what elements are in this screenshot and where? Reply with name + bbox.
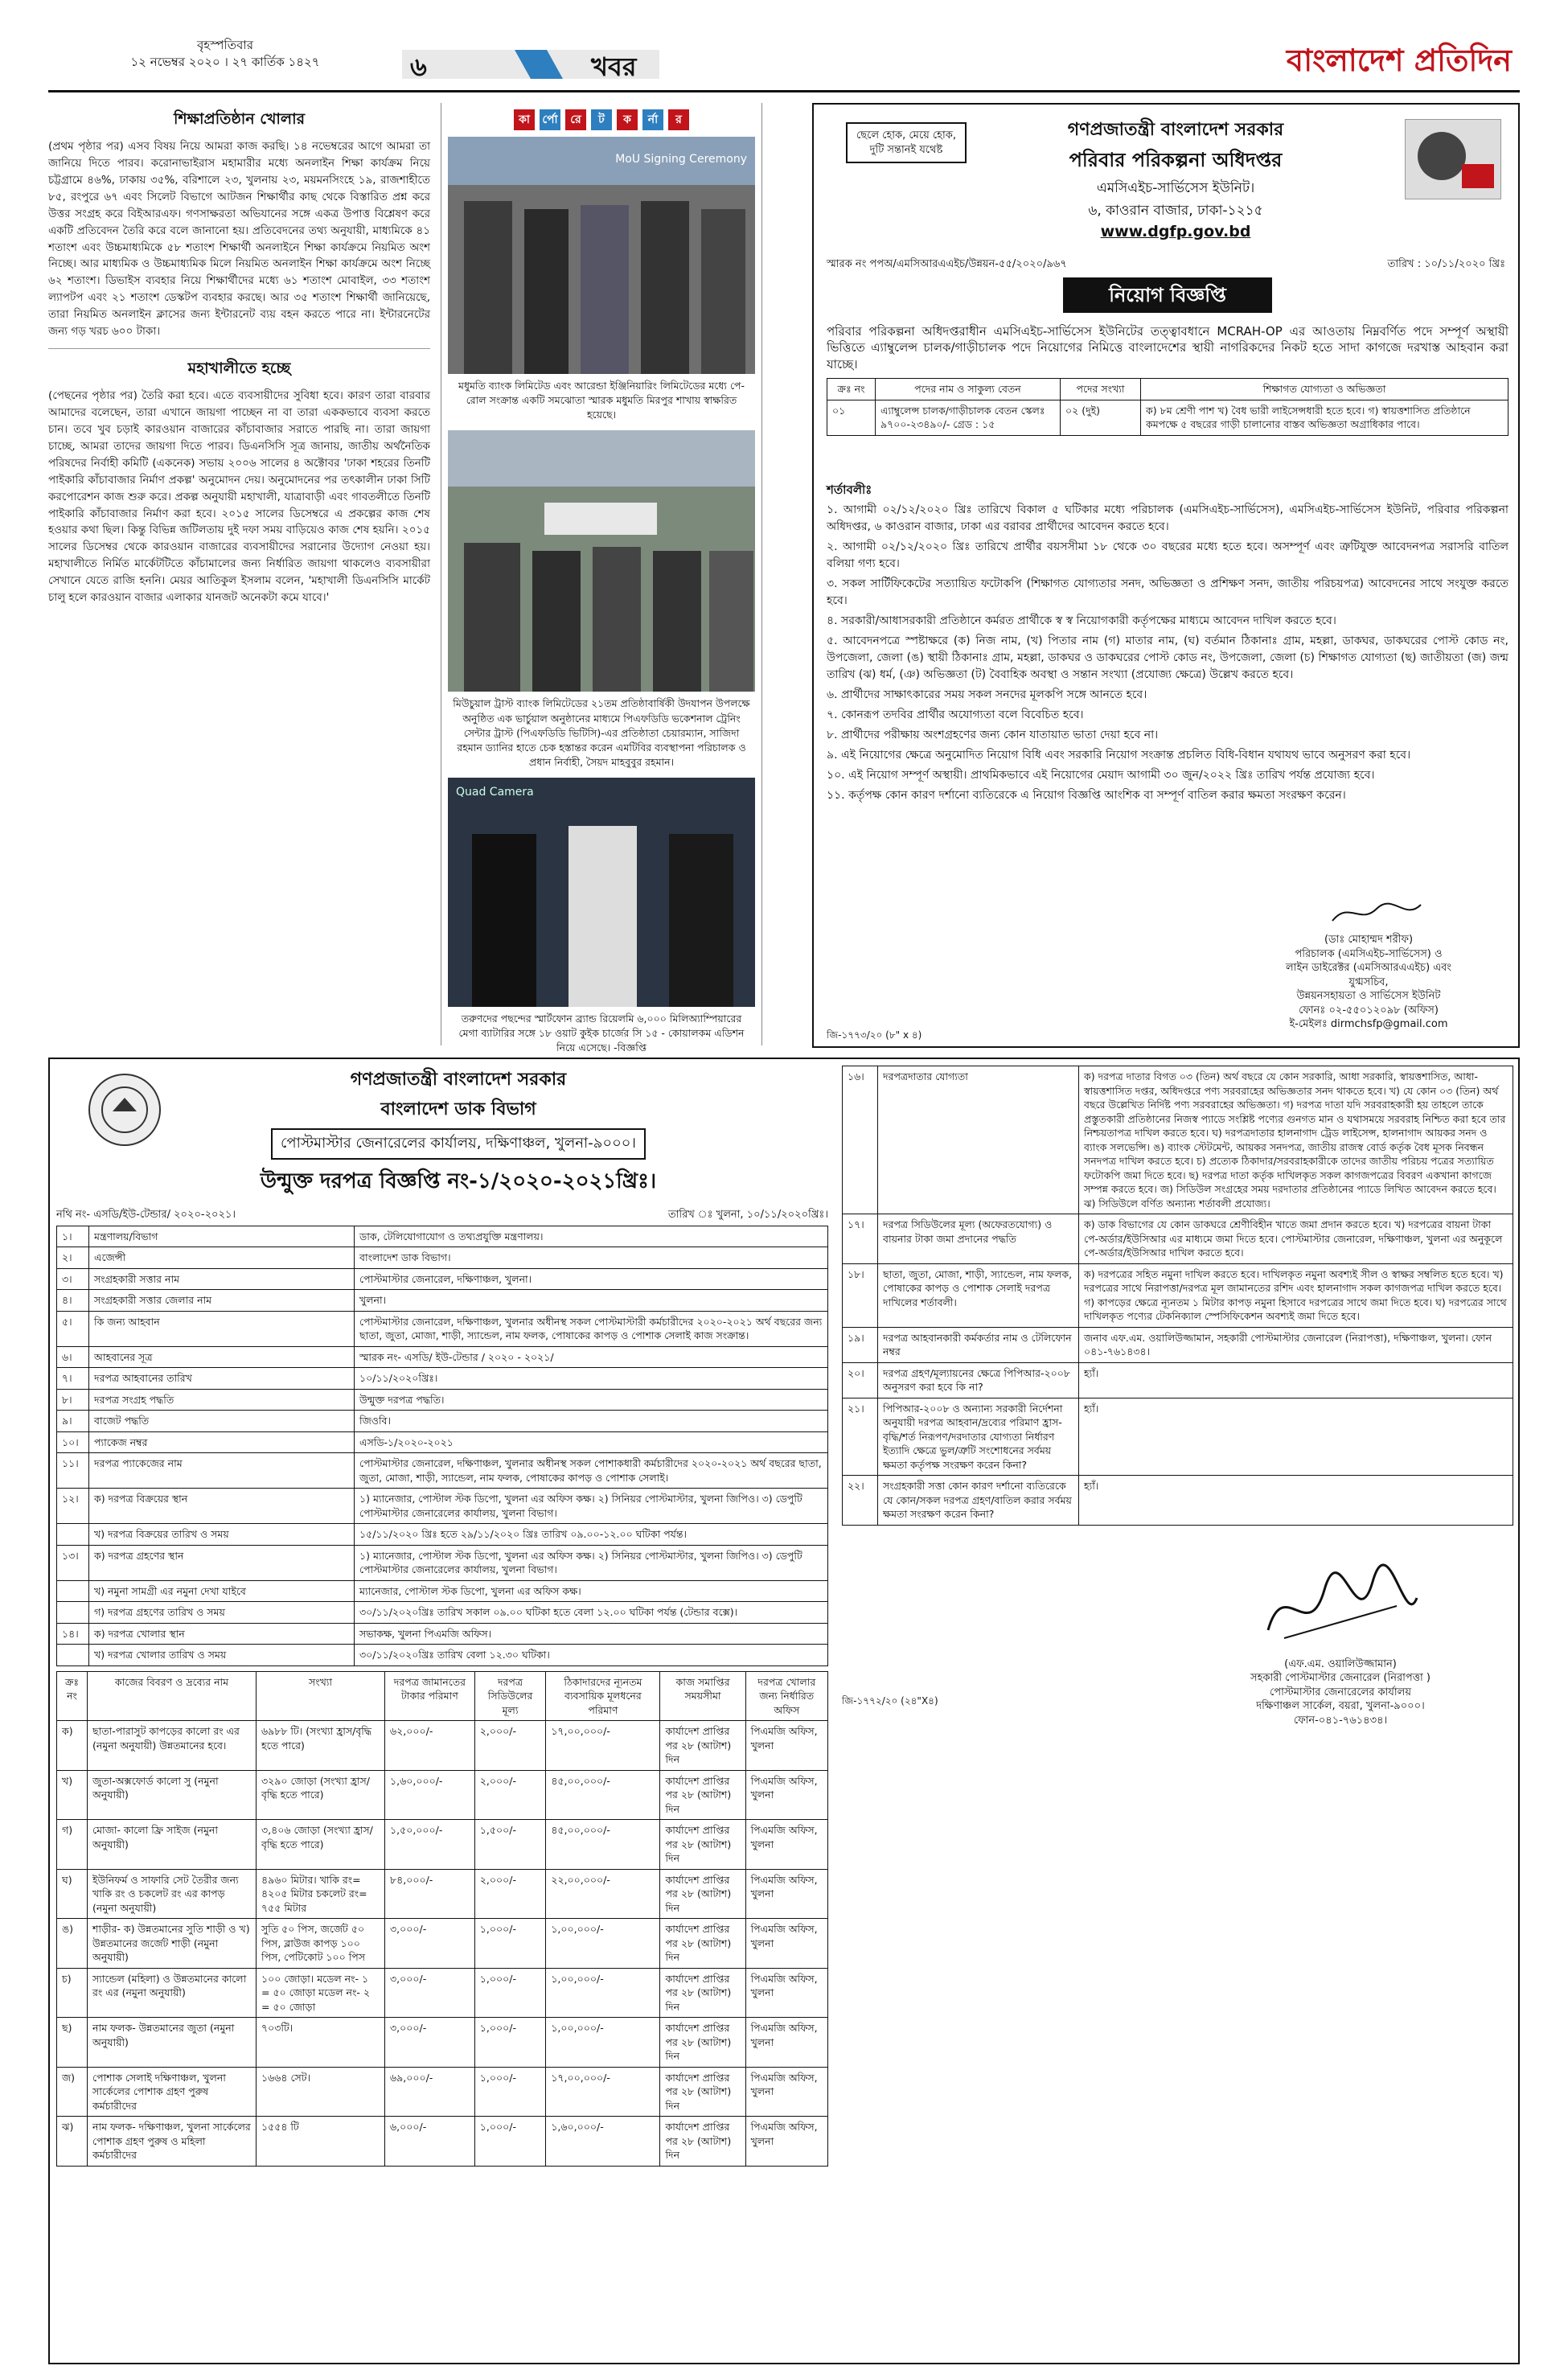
table-header: ক্রঃ নং [827, 379, 876, 400]
goods-cell: ১,০০০/- [474, 2117, 546, 2167]
goods-cell: ৬,০০০/- [385, 2117, 475, 2167]
goods-cell: ৬২,০০০/- [385, 1721, 475, 1771]
corp-letter: র্পো [540, 109, 560, 130]
table-cell: ০২ (দুই) [1061, 400, 1141, 435]
goods-cell: ১,০০০/- [474, 2018, 546, 2068]
cond-value: ক) দরপত্র দাতার বিগত ০৩ (তিন) অর্থ বছরে যে কোন সরকারি, আধা সরকারি, স্বায়ত্তশাসিত, আধা-স্বায়ত্তশাসিত দপ্তর, অধিদপ্তরে পণ্য সরবরাহের অভিজ্ঞতার সনদ থাকতে হবে। খ) যে কোন ০৩ (তিন) অর্থ বছরে উল্লেখিত নির্দিষ্ট পণ্য সরবরাহের অভিজ্ঞতা। গ) দরপত্র দাতা যদি সরবরাহকারী হয় তাহলে তাকে প্রস্তুতকারী প্রতিষ্ঠানের নিজস্ব প্যাডে সংশ্লিষ্ট পণ্যের গুনগত মান ও যথাসময়ে সরবরাহ নিশ্চিত করা হবে তার নিশ্চয়তাপত্র দাখিল করতে হবে। ঘ) দরপত্রদাতার হালনাগাদ ট্রেড লাইসেন্স, হালনাগাদ আয়কর সনদ ও ব্যাংক সলভেন্সি। ঙ) ব্যাংক স্টেটমেন্ট, আয়কর সনদপত্র, জাতীয় রাজস্ব বোর্ড কর্তৃক বৈধ মূসক নিবন্ধন সনদপত্র দাখিল করতে হবে। চ) প্রত্যেক ঠিকাদার/সরবরাহকারীকে তাদের জাতীয় পরিচয় পত্রের সত্যায়িত ফটোকপি জমা দিতে হবে। ছ) দরপত্র দাতা কর্তৃক দাখিলকৃত সকল কাগজপত্রের বিবরণ একখানা কাগজে সম্পন্ন করতে হবে। জ) সিডিউল সংগ্রহের সময় দরদাতার প্রতিষ্ঠানের প্যাডে লিখিত আবেদন করতে হবে। ঝ) সিডিউলে বর্ণিত অন্যান্য শর্তাবলী প্রযোজ্য। [1079, 1066, 1513, 1214]
table-cell: ০১ [827, 400, 876, 435]
condition-item: ১০. এই নিয়োগ সম্পূর্ণ অস্থায়ী। প্রাথমিকভাবে এই নিয়োগের মেয়াদ আগামী ৩০ জুন/২০২২ খ্রিঃ তারিখ পর্যন্ত প্রযোজ্য হবে। [827, 769, 1375, 782]
goods-cell: ঘ) [57, 1869, 88, 1919]
row-num: ১। [57, 1226, 89, 1247]
tender-title: উন্মুক্ত দরপত্র বিজ্ঞপ্তি নং-১/২০২০-২০২১খ্রিঃ। [260, 1169, 657, 1193]
row-label: বাজেট পদ্ধতি [89, 1411, 355, 1432]
cond-label: দরপত্র সিডিউলের মূল্য (অফেরতযোগ্য) ও বায়নার টাকা জমা প্রদানের পদ্ধতি [878, 1214, 1079, 1264]
row-label: খ) নমুনা সামগ্রী এর নমুনা দেখা যাইবে [89, 1580, 355, 1602]
unit-name: এমসিএইচ-সার্ভিসেস ইউনিট। [1096, 180, 1255, 196]
photo-realme-launch [448, 778, 755, 1007]
row-num: ৪। [57, 1290, 89, 1312]
goods-cell: পিএমজি অফিস, খুলনা [745, 1919, 827, 1969]
goods-cell: পিএমজি অফিস, খুলনা [745, 2018, 827, 2068]
cond-num: ২২। [843, 1476, 878, 1526]
tender-office: পোস্টমাস্টার জেনারেলের কার্যালয়, দক্ষিণাঞ্চল, খুলনা-৯০০০। [271, 1128, 646, 1160]
goods-header: সংখ্যা [257, 1671, 385, 1721]
header-date [121, 37, 330, 71]
cond-label: দরপত্র গ্রহণ/মূল্যায়নের ক্ষেত্রে পিপিআর-২০০৮ অনুসরণ করা হবে কি না? [878, 1362, 1079, 1398]
goods-cell: ১,০০০/- [474, 2067, 546, 2117]
row-value: ৩০/১১/২০২০খ্রিঃ তারিখ বেলা ১২.৩০ ঘটিকা। [355, 1645, 828, 1666]
tender-meta [56, 1208, 828, 1222]
photo-banner-text: Quad Camera [456, 786, 534, 799]
goods-cell: ১,০০,০০০/- [546, 1968, 660, 2018]
table-cell: ক) ৮ম শ্রেণী পাশ খ) বৈধ ভারী লাইসেন্সধারী হতে হবে। গ) স্বায়ত্তশাসিত প্রতিষ্ঠানে কমপক্ষে ৫ বছরের গাড়ী চালানোর বাস্তব অভিজ্ঞতা অগ্রাধিকার পাবে। [1141, 400, 1508, 435]
condition-item: ১. আগামী ০২/১২/২০২০ খ্রিঃ তারিখে বিকাল ৫ ঘটিকার মধ্যে পরিচালক (এমসিএইচ-সার্ভিসেস), এমসিএইচ-সার্ভিসেস ইউনিট, পরিবার পরিকল্পনা অধিদপ্তর, ৬ কাওরান বাজার, ঢাকা এর বরাবর প্রার্থীদের আবেদন করতে হবে। [827, 503, 1508, 533]
row-label: ক) দরপত্র বিক্রয়ের স্থান [89, 1489, 355, 1524]
goods-cell: পিএমজি অফিস, খুলনা [745, 2117, 827, 2167]
condition-item: ৩. সকল সার্টিফিকেটের সত্যায়িত ফটোকপি (শিক্ষাগত যোগ্যতার সনদ, অভিজ্ঞতা ও প্রশিক্ষণ সনদ, জাতীয় পরিচয়পত্র) আবেদনের সাথে সংযুক্ত করতে হবে। [827, 577, 1508, 607]
goods-cell: ৩২৯০ জোড়া (সংখ্যা হ্রাস/বৃদ্ধি হতে পারে) [257, 1770, 385, 1820]
goods-cell: ৪৯৬০ মিটার। খাকি রং= ৪২০৫ মিটার চকলেট রং= ৭৫৫ মিটার [257, 1869, 385, 1919]
goods-cell: পিএমজি অফিস, খুলনা [745, 1869, 827, 1919]
goods-cell: ছাতা-পারাসুট কাপড়ের কালো রং এর (নমুনা অনুযায়ী) উন্নতমানের হবে। [88, 1721, 257, 1771]
article-mohakhali-body: (পেছনের পৃষ্ঠার পর) তৈরি করা হবে। এতে ব্যবসায়ীদের সুবিধা হবে। কারণ তারা বারবার আমাদের বলেছেন, তারা এখানে জায়গা পাচ্ছেন না বা তারা এককভাবে ব্যবসা করতে চান। তবে খুব চড়াই কারওয়ান বাজারের কাঁচাবাজার সরাতে পারছি না। তারা জায়গা চাচ্ছে, আমরা তাদের জায়গা দিতে পারব। ডিএনসিসি সূত্র জানায়, জাতীয় অর্থনৈতিক পরিষদের নির্বাহী কমিটি (একনেক) সভায় ২০০৬ সালের ৪ অক্টোবর 'ঢাকা শহরের তিনটি পাইকারি কাঁচাবাজার নির্মাণ প্রকল্প' অনুমোদন দেয়। অনুমোদনের পর তৎকালীন ঢাকা সিটি করপোরেশন কাজ শুরু করে। প্রকল্প অনুযায়ী মহাখালী, যাত্রাবাড়ী এবং গাবতলীতে তিনটি পাইকারি কাঁচাবাজার নির্মাণ করা হবে। ২০১৫ সালের ডিসেম্বরে এ প্রকল্পের কাজ শেষ হওয়ার কথা ছিল। কিন্তু বিভিন্ন জটিলতায় দুই দফা সময় বাড়িয়েও কাজ শেষ হয়নি। ২০১৫ সালের ডিসেম্বর থেকে কারওয়ান বাজারের ব্যবসায়ীদের সরানোর উদ্যোগ নেওয়া হয়। মহাখালীতে নির্মিত মার্কেটটিতে কাঁচামালের জন্য নির্ধারিত জায়গা থাকলেও ব্যবসায়ীরা সেখানে যেতে রাজি হননি। মেয়র আতিকুল ইসলাম বলেন, 'মহাখালী ডিএনসিসি মার্কেট চালু হলে কারওয়ান বাজার এলাকার যানজট অনেকটা কমে যাবে।' [48, 389, 430, 605]
row-num: ২। [57, 1247, 89, 1269]
cond-value: ক) দরপত্রের সহিত নমুনা দাখিল করতে হবে। দাখিলকৃত নমুনা অবশ্যই সীল ও স্বাক্ষর সম্বলিত হতে হবে। খ) দরপত্রের সাথে নিরাপত্তা/দরপত্র মূল জামানতের রশিদ এবং হালনাগাদ সকল কাগজপত্র দাখিল করতে হবে। গ) কাপড়ের ক্ষেত্রে ন্যূনতম ১ মিটার কাপড় নমুনা হিসাবে দরপত্রের সাথে জমা দিতে হবে। ঘ) দরপত্রের সাথে দাখিলকৃত পণ্যের টেকনিক্যাল স্পেসিফিকেশন অবশ্যই জমা দিতে হবে। [1079, 1263, 1513, 1327]
department-name: পরিবার পরিকল্পনা অধিদপ্তর [1069, 149, 1283, 171]
goods-cell: ১,৫০,০০০/- [385, 1820, 475, 1870]
tender-conditions-table [842, 1066, 1513, 1526]
goods-cell: শাড়ীর- ক) উন্নতমানের সুতি শাড়ী ও খ) উন্নতমানের জর্জেট শাড়ী (নমুনা অনুযায়ী) [88, 1919, 257, 1969]
goods-cell: চ) [57, 1968, 88, 2018]
signer-title: যুগ্মসচিব, [1348, 975, 1389, 988]
goods-cell: ঝ) [57, 2117, 88, 2167]
memo-number: স্মারক নং পপঅ/এমসিআরএএইচ/উন্নয়ন-৫৫/২০২০/৯৬৭ [827, 258, 1067, 270]
tender-right [842, 1066, 1513, 1727]
goods-cell: মোজা- কালো ফ্রি সাইজ (নমুনা অনুযায়ী) [88, 1820, 257, 1870]
notice-header [975, 116, 1377, 240]
corp-letter: র্না [642, 109, 663, 130]
goods-cell: কার্যাদেশ প্রাপ্তির পর ২৮ (আটাশ) দিন [660, 1919, 745, 1969]
cond-label: দরপত্রদাতার যোগ্যতা [878, 1066, 1079, 1214]
row-label: কি জন্য আহবান [89, 1311, 355, 1346]
goods-cell: কার্যাদেশ প্রাপ্তির পর ২৮ (আটাশ) দিন [660, 1968, 745, 2018]
conditions-title: শর্তাবলীঃ [827, 483, 872, 497]
goods-cell: ২,০০০/- [474, 1869, 546, 1919]
row-num: ৩। [57, 1268, 89, 1290]
article-divider [48, 348, 430, 349]
row-value: ১৫/১১/২০২০ খ্রিঃ হতে ২৯/১১/২০২০ খ্রিঃ তারিখ ০৯.০০-১২.০০ ঘটিকা পর্যন্ত। [355, 1524, 828, 1546]
website-link[interactable]: www.dgfp.gov.bd [1100, 223, 1251, 240]
tender-info-table [56, 1226, 828, 1666]
mujib-logo [1405, 119, 1501, 199]
corp-letter: ট [591, 109, 612, 130]
row-num: ১১। [57, 1453, 89, 1489]
goods-cell: ১,৬০,০০০/- [385, 1770, 475, 1820]
goods-cell: ১,৬০,০০০/- [546, 2117, 660, 2167]
tender-signer-title: দক্ষিণাঞ্চল সার্কেল, বয়রা, খুলনা-৯০০০। [1256, 1700, 1425, 1713]
cond-num: ১৮। [843, 1263, 878, 1327]
goods-cell: খ) [57, 1770, 88, 1820]
row-value: খুলনা। [355, 1290, 828, 1312]
condition-item: ৬. প্রার্থীদের সাক্ষাৎকারের সময় সকল সনদের মূলকপি সঙ্গে আনতে হবে। [827, 688, 1147, 701]
goods-cell: জুতা-অক্সফোর্ড কালো সু (নমুনা অনুযায়ী) [88, 1770, 257, 1820]
headline-mohakhali: মহাখালীতে হচ্ছে [187, 359, 291, 378]
tender-signer-block [1180, 1657, 1501, 1728]
goods-cell: ৭০৩টি। [257, 2018, 385, 2068]
row-value: উন্মুক্ত দরপত্র পদ্ধতি। [355, 1389, 828, 1411]
goods-cell: কার্যাদেশ প্রাপ্তির পর ২৮ (আটাশ) দিন [660, 2067, 745, 2117]
signer-phone: ফোনঃ ০২-৫৫০১২০৯৮ (অফিস) [1299, 1004, 1439, 1017]
row-label: সংগ্রহকারী সত্তার জেলার নাম [89, 1290, 355, 1312]
row-label: প্যাকেজ নম্বর [89, 1431, 355, 1453]
recruitment-notice [812, 103, 1520, 1048]
signer-title: উন্নয়নসহায়তা ও সার্ভিসেস ইউনিট [1296, 990, 1441, 1003]
goods-cell: ছ) [57, 2018, 88, 2068]
goods-cell: ১,০০০/- [474, 1968, 546, 2018]
row-label: মন্ত্রণালয়/বিভাগ [89, 1226, 355, 1247]
row-value: ৩০/১১/২০২০খ্রিঃ তারিখ সকাল ০৯.০০ ঘটিকা হতে বেলা ১২.০০ ঘটিকা পর্যন্ত (টেন্ডার বক্সে)। [355, 1602, 828, 1624]
condition-item: ৯. এই নিয়োগের ক্ষেত্রে অনুমোদিত নিয়োগ বিধি এবং সরকারি নিয়োগ সংক্রান্ত প্রচলিত বিধি-বিধান যথাযথ ভাবে অনুসরণ করা হবে। [827, 749, 1411, 762]
goods-cell: ১,০০,০০০/- [546, 2018, 660, 2068]
row-label: দরপত্র সংগ্রহ পদ্ধতি [89, 1389, 355, 1411]
table-header: পদের সংখ্যা [1061, 379, 1141, 400]
condition-item: ৮. প্রার্থীদের পরীক্ষায় অংশগ্রহণের জন্য কোন যাতায়াত ভাতা দেয়া হবে না। [827, 729, 1159, 741]
notice-date: তারিখ : ১০/১১/২০২০ খ্রিঃ [1387, 258, 1505, 270]
goods-cell: কার্যাদেশ প্রাপ্তির পর ২৮ (আটাশ) দিন [660, 2018, 745, 2068]
corp-letter: র [668, 109, 689, 130]
cond-value: ক) ডাক বিভাগের যে কোন ডাকঘরে শ্রেণীবিহীন খাতে জমা প্রদান করতে হবে। খ) দরপত্রের বায়না টাকা পে-অর্ডার/ইউসিআর এর মাধ্যমে জমা দিতে হবে। পোস্টমাস্টার জেনারেল, দক্ষিণাঞ্চল, খুলনা এর অনুকূলে পে-অর্ডার/ইউসিআর দাখিল করতে হবে। [1079, 1214, 1513, 1264]
cond-label: ছাতা, জুতা, মোজা, শাড়ী, স্যান্ডেল, নাম ফলক, পোষাকের কাপড় ও পোশাক সেলাই দরপত্র দাখিলের শর্তাবলী। [878, 1263, 1079, 1327]
notice-title: নিয়োগ বিজ্ঞপ্তি [1063, 277, 1272, 313]
header-date-text: ১২ নভেম্বর ২০২০ । ২৭ কার্তিক ১৪২৭ [130, 55, 320, 69]
row-num: ৫। [57, 1311, 89, 1346]
row-value: এসডি-১/২০২০-২০২১ [355, 1431, 828, 1453]
photo-cheque-handover [448, 430, 755, 692]
row-label: দরপত্র প্যাকেজের নাম [89, 1453, 355, 1489]
signature-icon [1260, 1558, 1421, 1654]
cond-num: ২০। [843, 1362, 878, 1398]
header-arrow-icon [515, 50, 563, 79]
address: ৬, কাওরান বাজার, ঢাকা-১২১৫ [1088, 203, 1263, 219]
row-num [57, 1580, 89, 1602]
goods-cell: ১,০০০/- [474, 1919, 546, 1969]
goods-cell: পিএমজি অফিস, খুলনা [745, 1820, 827, 1870]
row-label: এজেন্সী [89, 1247, 355, 1269]
goods-cell: ২,০০০/- [474, 1770, 546, 1820]
row-value: ম্যানেজার, পোস্টাল স্টক ডিপো, খুলনা এর অফিস কক্ষ। [355, 1580, 828, 1602]
cond-num: ১৬। [843, 1066, 878, 1214]
signer-name: (ডাঃ মোহাম্মদ শরীফ) [1324, 934, 1414, 946]
tender-signer-name: (এফ.এম. ওয়ালিউজ্জামান) [1284, 1657, 1397, 1670]
goods-cell: কার্যাদেশ প্রাপ্তির পর ২৮ (আটাশ) দিন [660, 1869, 745, 1919]
row-value: পোস্টমাস্টার জেনারেল, দক্ষিণাঞ্চল, খুলনা। [355, 1268, 828, 1290]
corp-letter: রে [565, 109, 586, 130]
article-education-body: (প্রথম পৃষ্ঠার পর) এসব বিষয় নিয়ে আমরা কাজ করছি। ১৪ নভেম্বরের আগে আমরা তা জানিয়ে দিতে পারব। করোনাভাইরাস মহামারীর মধ্যে অনলাইন শিক্ষা কার্যক্রম নিয়ে চট্টগ্রামে ৪৬%, ঢাকায় ৩৫%, বরিশালে ২৩, খুলনায় ২৩, ময়মনসিংহে ১৯, রাজশাহীতে ৮৫, রংপুরে ৬৭ এবং সিলেট বিভাগে আটজন শিক্ষার্থীর কাছ থেকে বিস্তারিত প্রশ্ন করে উত্তর সংগ্রহ করে বিইআরএফ। গণসাক্ষরতা অভিযানের সঙ্গে একত্র উপাত্ত বিশ্লেষণ করে একটি প্রতিবেদন তৈরি করে বলে জানানো হয়। প্রতিবেদনের তথ্য অনুযায়ী, মাধ্যমিকে ৪১ শতাংশ এবং উচ্চমাধ্যমিকে ৫৮ শতাংশ শিক্ষার্থী অনলাইনে শিক্ষা কার্যক্রমে নিয়মিত অংশ নিচ্ছে। আর মাধ্যমিক ও উচ্চমাধ্যমিক মিলে নিয়মিত অনলাইন শিক্ষা কার্যক্রমে অংশ নিচ্ছে ৬২ শতাংশ। ডিভাইস ব্যবহার নিয়ে শিক্ষার্থীদের মধ্যে ৬১ শতাংশ মোবাইল, ৩৩ শতাংশ ল্যাপটপ এবং ২১ শতাংশ ডেস্কটপ ব্যবহার করছে। আর ৩৫ শতাংশ শিক্ষার্থী জানিয়েছে, তারা নিয়মিত অনলাইন ক্লাসের জন্য ইন্টারনেট ব্যয় বহন করতে পারে না। ইন্টারনেটের জন্য গড় খরচ ৬০০ টাকা। [48, 140, 430, 339]
slogan-box: ছেলে হোক, মেয়ে হোক, দুটি সন্তানই যথেষ্ট [846, 122, 967, 163]
row-value: ১) ম্যানেজার, পোস্টাল স্টক ডিপো, খুলনা এর অফিস কক্ষ। ২) সিনিয়র পোস্টমাস্টার, খুলনা জিপিও। ৩) ডেপুটি পোস্টমাস্টার জেনারেলের কার্যালয়, খুলনা বিভাগ। [355, 1489, 828, 1524]
goods-cell: পিএমজি অফিস, খুলনা [745, 1968, 827, 2018]
goods-cell: পিএমজি অফিস, খুলনা [745, 2067, 827, 2117]
row-value: পোস্টমাস্টার জেনারেল, দক্ষিণাঞ্চল, খুলনার অধীনস্থ সকল পোস্টমাস্টারী কর্মচারীদের ২০২০-২০২১ অর্থ বছরের জন্য ছাতা, জুতা, মোজা, শাড়ী, স্যান্ডেল, নাম ফলক, পোষাকের কাপড় ও পোশাক সেলাই কাজ সংক্রান্ত। [355, 1311, 828, 1346]
goods-cell: ১৫৫৪ টি [257, 2117, 385, 2167]
ad-reference: জি-১৭৭৩/২০ (৮" x ৪) [827, 1029, 922, 1041]
row-value: বাংলাদেশ ডাক বিভাগ। [355, 1247, 828, 1269]
row-label: দরপত্র আহবানের তারিখ [89, 1368, 355, 1390]
row-label: ক) দরপত্র গ্রহণের স্থান [89, 1545, 355, 1580]
newspaper-logo [1287, 37, 1512, 88]
cond-value: জনাব এফ.এম. ওয়ালিউজ্জামান, সহকারী পোস্টমাস্টার জেনারেল (নিরাপত্তা), দক্ষিণাঞ্চল, খুলনা। ফোন ০৪১-৭৬১৪৩৪। [1079, 1327, 1513, 1362]
tender-header [177, 1066, 740, 1200]
header-day: বৃহস্পতিবার [197, 38, 253, 52]
tender-dept: বাংলাদেশ ডাক বিভাগ [380, 1099, 536, 1119]
goods-cell: ৬৯৮৮ টি। (সংখ্যা হ্রাস/বৃদ্ধি হতে পারে) [257, 1721, 385, 1771]
notice-intro: পরিবার পরিকল্পনা অধিদপ্তরাধীন এমসিএইচ-সার্ভিসেস ইউনিটের তত্ত্বাবধানে MCRAH-OP এর আওতায় নিম্নবর্ণিত পদে সম্পূর্ণ অস্থায়ী ভিত্তিতে এ্যাম্বুলেন্স চালক/গাড়ীচালক পদে নিয়োগের নিমিত্তে বাংলাদেশের স্থায়ী নাগরিকদের নিকট হতে সাদা কাগজে দরখাস্ত আহবান করা যাচ্ছে। [827, 324, 1508, 372]
cond-value: হ্যাঁ। [1079, 1362, 1513, 1398]
goods-cell: ৬৯,০০০/- [385, 2067, 475, 2117]
cond-num: ২১। [843, 1398, 878, 1476]
caption-mou: মধুমতি ব্যাংক লিমিটেড এবং আরেন্ডা ইঞ্জিনিয়ারিং লিমিটেডের মধ্যে পে-রোল সংক্রান্ত একটি সমঝোতা স্মারক মধুমতি মিরপুর শাখায় স্বাক্ষরিত হয়েছে। [458, 380, 745, 421]
goods-header: ঠিকাদারদের ন্যূনতম ব্যবসায়িক মূলধনের পরিমাণ [546, 1671, 660, 1721]
caption-realme: তরুণদের পছন্দের স্মার্টফোন ব্র্যান্ড রিয়েলমি ৬,০০০ মিলিঅ্যাম্পিয়ারের মেগা ব্যাটারির সঙ্গে ১৮ ওয়াট কুইক চার্জের সি ১৫ - কোয়ালকম এডিশন নিয়ে এসেছে। -বিজ্ঞপ্তি [458, 1012, 745, 1054]
goods-header: কাজ সমাপ্তির সময়সীমা [660, 1671, 745, 1721]
row-num: ১২। [57, 1489, 89, 1524]
row-num: ১৩। [57, 1545, 89, 1580]
goods-cell: সুতি ৫০ পিস, জর্জেট ৫০ পিস, ব্লাউজ কাপড় ১০০ পিস, পেটিকোট ১০০ পিস [257, 1919, 385, 1969]
header-rule [48, 90, 1520, 92]
goods-cell: ২২,০০,০০০/- [546, 1869, 660, 1919]
goods-cell: গ) [57, 1820, 88, 1870]
tender-signer-phone: ফোন-০৪১-৭৬১৪৩৪। [1293, 1714, 1388, 1727]
row-num: ১৪। [57, 1623, 89, 1645]
goods-cell: ইউনিফর্ম ও সাফারি সেট তৈরীর জন্য খাকি রং ও চকলেট রং এর কাপড় (নমুনা অনুযায়ী) [88, 1869, 257, 1919]
row-label: সংগ্রহকারী সত্তার নাম [89, 1268, 355, 1290]
goods-cell: ২,০০০/- [474, 1721, 546, 1771]
goods-cell: পোশাক সেলাই দক্ষিণাঞ্চল, খুলনা সার্কেলের পোশাক গ্রহণ পুরুষ কর্মচারীদের [88, 2067, 257, 2117]
goods-cell: ৪৫,০০,০০০/- [546, 1820, 660, 1870]
conditions-list [827, 502, 1508, 807]
tender-signer-title: সহকারী পোস্টমাস্টার জেনারেল (নিরাপত্তা ) [1250, 1672, 1430, 1685]
goods-table [56, 1671, 828, 2167]
row-num: ১০। [57, 1431, 89, 1453]
cond-value: হ্যাঁ। [1079, 1476, 1513, 1526]
row-label: খ) দরপত্র খোলার তারিখ ও সময় [89, 1645, 355, 1666]
goods-cell: ১,০০,০০০/- [546, 1919, 660, 1969]
goods-cell: কার্যাদেশ প্রাপ্তির পর ২৮ (আটাশ) দিন [660, 1721, 745, 1771]
tender-left [56, 1066, 828, 2167]
file-number: নথি নং- এসডি/ইউ-টেন্ডার/ ২০২০-২০২১। [56, 1209, 236, 1221]
row-num: ৭। [57, 1368, 89, 1390]
row-label: গ) দরপত্র গ্রহণের তারিখ ও সময় [89, 1602, 355, 1624]
tender-gov: গণপ্রজাতন্ত্রী বাংলাদেশ সরকার [350, 1070, 567, 1090]
goods-cell: ১০০ জোড়া। মডেল নং- ১ = ৫০ জোড়া মডেল নং- ২ = ৫০ জোড়া [257, 1968, 385, 2018]
goods-cell: ১৬৬৪ সেট। [257, 2067, 385, 2117]
goods-cell: কার্যাদেশ প্রাপ্তির পর ২৮ (আটাশ) দিন [660, 1820, 745, 1870]
goods-cell: কার্যাদেশ প্রাপ্তির পর ২৮ (আটাশ) দিন [660, 2117, 745, 2167]
cond-value: হ্যাঁ। [1079, 1398, 1513, 1476]
goods-cell: ক) [57, 1721, 88, 1771]
goods-cell: ঙ) [57, 1919, 88, 1969]
signer-title: লাইন ডাইরেক্টর (এমসিআরএএইচ) এবং [1286, 962, 1451, 975]
row-value: সভাকক্ষ, খুলনা পিএমজি অফিস। [355, 1623, 828, 1645]
row-num: ৬। [57, 1346, 89, 1368]
goods-cell: ১৭,০০,০০০/- [546, 1721, 660, 1771]
goods-header: কাজের বিবরণ ও দ্রব্যের নাম [88, 1671, 257, 1721]
row-value: জিওবি। [355, 1411, 828, 1432]
condition-item: ৪. সরকারী/আধাসরকারী প্রতিষ্ঠানে কর্মরত প্রার্থীকে স্ব স্ব নিয়োগকারী কর্তৃপক্ষের মাধ্যমে আবেদন দাখিল করতে হবে। [827, 614, 1336, 627]
cond-label: সংগ্রহকারী সত্তা কোন কারণ দর্শানো ব্যতিরেকে যে কোন/সকল দরপত্র গ্রহণ/বাতিল করার সর্বময় ক্ষমতা সংরক্ষণ করেন কিনা? [878, 1476, 1079, 1526]
logo-text: বাংলাদেশ প্রতিদিন [1286, 42, 1512, 78]
header-section: খবর [591, 51, 637, 82]
signer-title: পরিচালক (এমসিএইচ-সার্ভিসেস) ও [1295, 947, 1443, 960]
goods-header: ক্রঃ নং [57, 1671, 88, 1721]
row-value: স্মারক নং- এসডি/ ইউ-টেন্ডার / ২০২০ - ২০২১/ [355, 1346, 828, 1368]
signer-email[interactable]: ই-মেইলঃ dirmchsfp@gmail.com [1289, 1018, 1448, 1031]
goods-header: দরপত্র সিডিউলের মূল্য [474, 1671, 546, 1721]
row-num [57, 1602, 89, 1624]
table-header: পদের নাম ও সাকুল্য বেতন [876, 379, 1061, 400]
row-num [57, 1524, 89, 1546]
goods-cell: ৩,০০০/- [385, 2018, 475, 2068]
row-num: ৮। [57, 1389, 89, 1411]
goods-cell: ৩,০০০/- [385, 1919, 475, 1969]
tender-reference: জি-১৭৭২/২০ (২৪"X৪) [842, 1695, 938, 1707]
left-column [48, 105, 430, 606]
photo-banner-text: MoU Signing Ceremony [615, 153, 747, 166]
goods-cell: পিএমজি অফিস, খুলনা [745, 1770, 827, 1820]
row-label: ক) দরপত্র খোলার স্থান [89, 1623, 355, 1645]
cond-label: দরপত্র আহবানকারী কর্মকর্তার নাম ও টেলিফোন নম্বর [878, 1327, 1079, 1362]
corporate-title [441, 109, 761, 130]
row-value: ১০/১১/২০২০খ্রিঃ। [355, 1368, 828, 1390]
table-cell: এ্যাম্বুলেন্স চালক/গাড়ীচালক বেতন স্কেলঃ ৯৭০০-২৩৪৯০/- গ্রেড : ১৫ [876, 400, 1061, 435]
goods-cell: ৩,৪০৬ জোড়া (সংখ্যা হ্রাস/বৃদ্ধি হতে পারে) [257, 1820, 385, 1870]
tender-date: তারিখ ঃ খুলনা, ১০/১১/২০২০খ্রিঃ। [667, 1209, 828, 1221]
row-label: খ) দরপত্র বিক্রয়ের তারিখ ও সময় [89, 1524, 355, 1546]
goods-cell: কার্যাদেশ প্রাপ্তির পর ২৮ (আটাশ) দিন [660, 1770, 745, 1820]
row-value: ১) ম্যানেজার, পোস্টাল স্টক ডিপো, খুলনা এর অফিস কক্ষ। ২) সিনিয়র পোস্টমাস্টার, খুলনা জিপিও। ৩) ডেপুটি পোস্টমাস্টার জেনারেলের কার্যালয়, খুলনা বিভাগ। [355, 1545, 828, 1580]
row-label: আহবানের সূত্র [89, 1346, 355, 1368]
goods-cell: ৮৪,০০০/- [385, 1869, 475, 1919]
row-value: ডাক, টেলিযোগাযোগ ও তথ্যপ্রযুক্তি মন্ত্রণালয়। [355, 1226, 828, 1247]
goods-cell: ১,৫০০/- [474, 1820, 546, 1870]
goods-header: দরপত্র জামানতের টাকার পরিমাণ [385, 1671, 475, 1721]
cond-num: ১৯। [843, 1327, 878, 1362]
post-office-logo [88, 1074, 161, 1146]
goods-cell: নাম ফলক- উন্নতমানের জুতা (নমুনা অনুযায়ী) [88, 2018, 257, 2068]
corporate-corner [441, 103, 762, 1054]
photo-mou-signing [448, 137, 755, 374]
cond-num: ১৭। [843, 1214, 878, 1264]
corp-letter: কা [514, 109, 535, 130]
condition-item: ১১. কর্তৃপক্ষ কোন কারণ দর্শানো ব্যতিরেকে এ নিয়োগ বিজ্ঞপ্তি আংশিক বা সম্পূর্ণ বাতিল করার ক্ষমতা সংরক্ষণ করেন। [827, 789, 1346, 802]
row-value: পোস্টমাস্টার জেনারেল, দক্ষিণাঞ্চল, খুলনার অধীনস্থ সকল পোশাকধারী কর্মচারীদের ২০২০-২০২১ অর্থ বছরের ছাতা, জুতা, মোজা, শাড়ী, স্যান্ডেল, নাম ফলক, পোষাকের কাপড় ও পোশাক সেলাই। [355, 1453, 828, 1489]
table-header: শিক্ষাগত যোগ্যতা ও অভিজ্ঞতা [1141, 379, 1508, 400]
row-num [57, 1645, 89, 1666]
goods-cell: নাম ফলক- দক্ষিণাঞ্চল, খুলনা সার্কেলের পোশাক গ্রহণ পুরুষ ও মহিলা কর্মচারীদের [88, 2117, 257, 2167]
goods-header: দরপত্র খোলার জন্য নির্ধারিত অফিস [745, 1671, 827, 1721]
goods-cell: জ) [57, 2067, 88, 2117]
signature-icon [1328, 897, 1425, 929]
row-num: ৯। [57, 1411, 89, 1432]
signer-block [1232, 933, 1505, 1032]
header-page-number: ৬ [410, 51, 427, 82]
goods-cell: পিএমজি অফিস, খুলনা [745, 1721, 827, 1771]
goods-cell: ৪৫,০০,০০০/- [546, 1770, 660, 1820]
cond-label: পিপিআর-২০০৮ ও অন্যান্য সরকারী নির্দেশনা অনুযায়ী দরপত্র আহবান/দ্রব্যের পরিমাণ হ্রাস-বৃদ্ধি/শর্ত নিরূপণ/দরদাতার যোগ্যতা নির্ধারণ ইত্যাদি ক্ষেত্রে ভুল/ত্রুটি সংশোধনের সর্বময় ক্ষমতা কর্তৃপক্ষ সংরক্ষণ করেন কিনা? [878, 1398, 1079, 1476]
corp-letter: ক [617, 109, 638, 130]
condition-item: ৫. আবেদনপত্রে স্পষ্টাক্ষরে (ক) নিজ নাম, (খ) পিতার নাম (গ) মাতার নাম, (ঘ) বর্তমান ঠিকানাঃ গ্রাম, মহল্লা, ডাকঘর, ডাকঘরের পোস্ট কোড নং, উপজেলা, জেলা (ঙ) স্থায়ী ঠিকানাঃ গ্রাম, মহল্লা, ডাকঘর ও ডাকঘরের পোস্ট কোড নং, উপজেলা, জেলা (চ) শিক্ষাগত যোগ্যতা (ছ) জাতীয়তা (জ) জন্ম তারিখ (ঝ) ধর্ম, (ঞ) অভিজ্ঞতা (ট) বৈবাহিক অবস্থা ও সন্তান সংখ্যা (প্রযোজ্য ক্ষেত্রে) উল্লেখ করতে হবে। [827, 635, 1508, 681]
tender-notice [48, 1058, 1520, 2364]
goods-cell: ১৭,০০,০০০/- [546, 2067, 660, 2117]
condition-item: ৭. কোনরূপ তদবির প্রার্থীর অযোগ্যতা বলে বিবেচিত হবে। [827, 709, 1084, 721]
goods-cell: স্যান্ডেল (মহিলা) ও উন্নতমানের কালো রং এর (নমুনা অনুযায়ী) [88, 1968, 257, 2018]
post-table [827, 378, 1508, 436]
tender-signer-title: পোস্টমাস্টার জেনারেলের কার্যালয় [1270, 1686, 1411, 1698]
goods-cell: ৩,০০০/- [385, 1968, 475, 2018]
gov-name: গণপ্রজাতন্ত্রী বাংলাদেশ সরকার [1067, 120, 1284, 140]
condition-item: ২. আগামী ০২/১২/২০২০ খ্রিঃ তারিখে প্রার্থীর বয়সসীমা ১৮ থেকে ৩০ বছরের মধ্যে হতে হবে। অসম্পূর্ণ এবং ত্রুটিযুক্ত আবেদনপত্র সরাসরি বাতিল বলিয়া গণ্য হবে। [827, 540, 1508, 570]
caption-cheque: মিউচুয়াল ট্রাস্ট ব্যাংক লিমিটেডের ২১তম প্রতিষ্ঠাবার্ষিকী উদযাপন উপলক্ষে অনুষ্ঠিত এক ভার্চুয়াল অনুষ্ঠানের মাধ্যমে পিএফডিডি ভকেশনাল ট্রেনিং সেন্টার ট্রাস্ট (পিএফডিডি ভিটিসি)-এর প্রতিষ্ঠাতা চেয়ারম্যান, সাজিদা রহমান ড্যানির হাতে চেক হস্তান্তর করেন এমটিবির ব্যবস্থাপনা পরিচালক ও প্রধান নির্বাহী, সৈয়দ মাহবুবুর রহমান। [453, 697, 750, 768]
headline-education: শিক্ষাপ্রতিষ্ঠান খোলার [173, 110, 306, 128]
